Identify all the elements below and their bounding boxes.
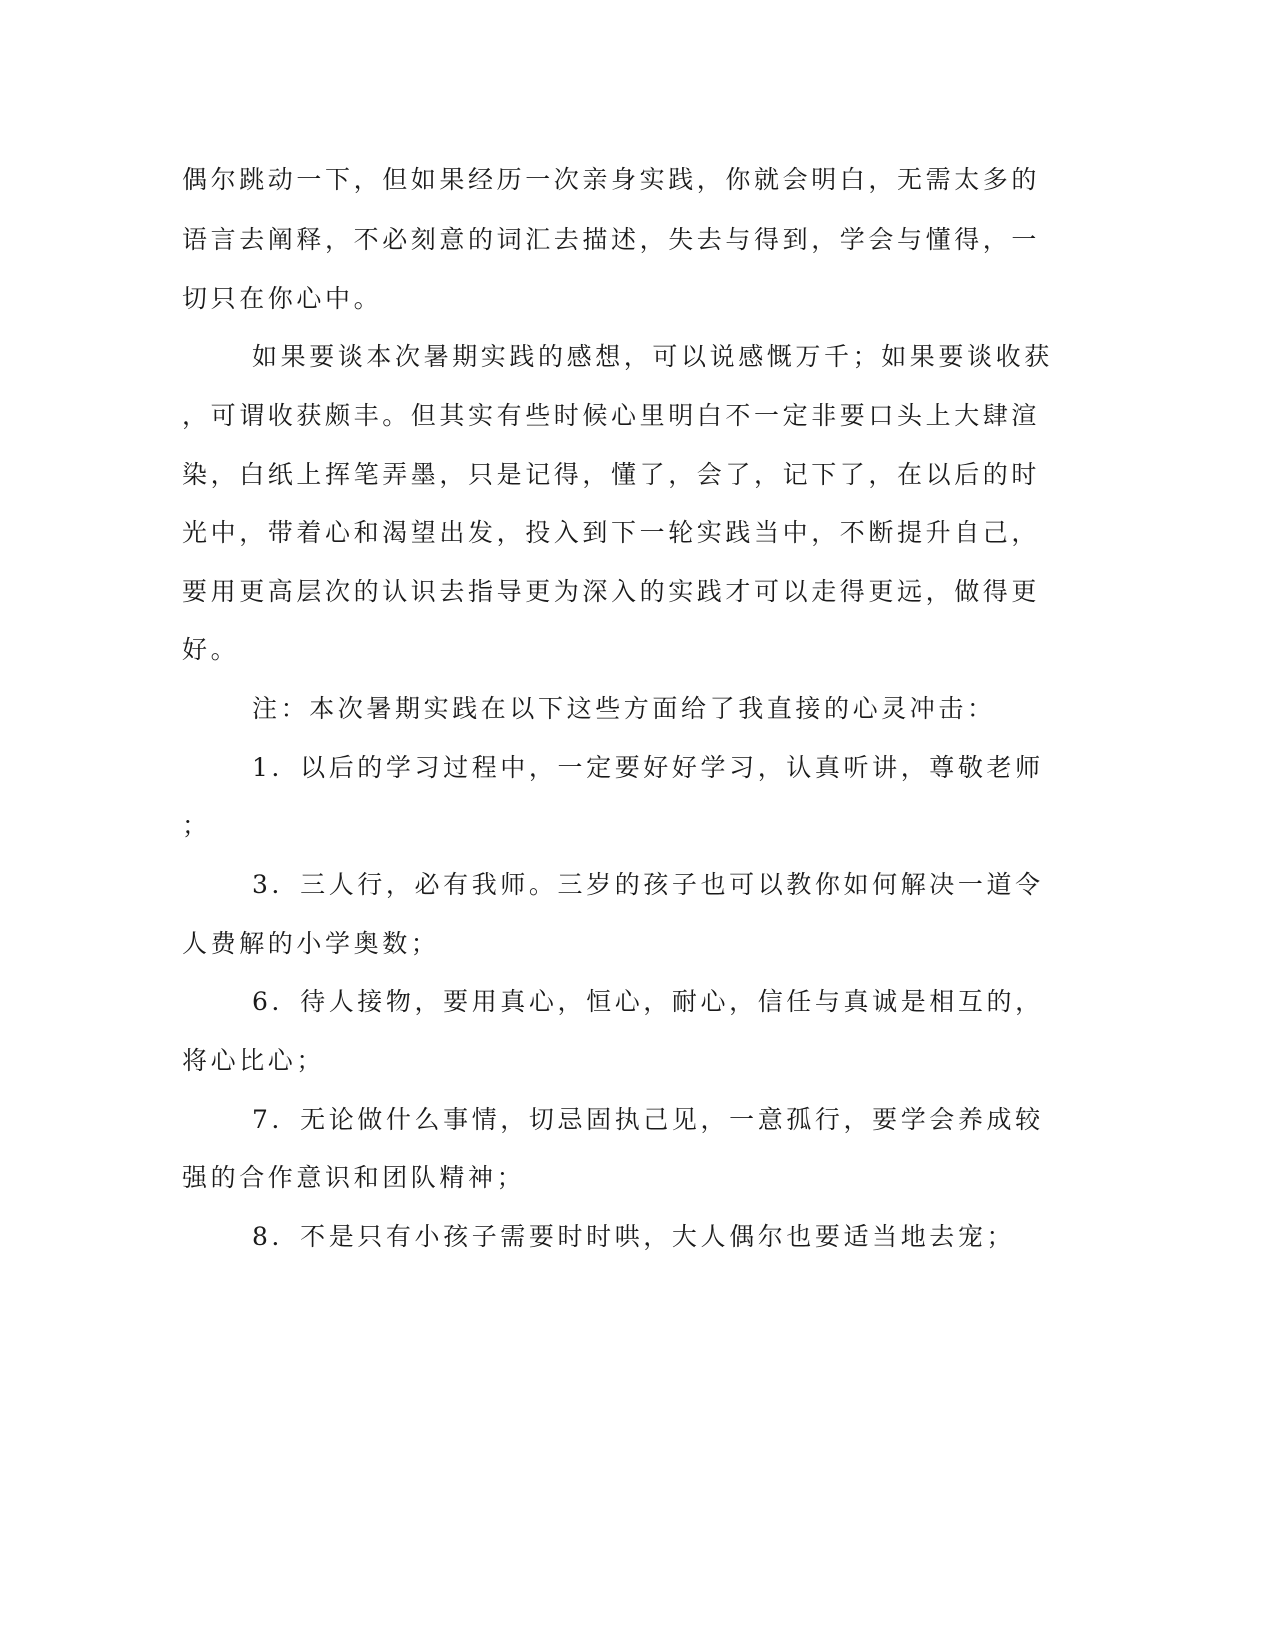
- text-line-3: 切只在你心中。: [182, 284, 383, 313]
- text-line-8: 要用更高层次的认识去指导更为深入的实践才可以走得更远，做得更: [182, 577, 1041, 606]
- text-line-4: 如果要谈本次暑期实践的感想，可以说感慨万千；如果要谈收获: [252, 342, 1053, 371]
- text-line-10: 注：本次暑期实践在以下这些方面给了我直接的心灵冲击：: [252, 694, 996, 723]
- text-line-2: 语言去阐释，不必刻意的词汇去描述，失去与得到，学会与懂得，一: [182, 225, 1041, 254]
- text-line-9: 好。: [182, 635, 240, 664]
- text-line-15: 6．待人接物，要用真心，恒心，耐心，信任与真诚是相互的，: [252, 987, 1044, 1016]
- text-line-16: 将心比心；: [182, 1046, 326, 1075]
- text-line-19: 8．不是只有小孩子需要时时哄，大人偶尔也要适当地去宠；: [252, 1222, 1016, 1251]
- text-line-12: ；: [182, 811, 211, 840]
- text-line-14: 人费解的小学奥数；: [182, 929, 440, 958]
- text-line-5: ，可谓收获颇丰。但其实有些时候心里明白不一定非要口头上大肆渲: [182, 401, 1041, 430]
- text-line-17: 7．无论做什么事情，切忌固执己见，一意孤行，要学会养成较: [252, 1105, 1044, 1134]
- text-line-6: 染，白纸上挥笔弄墨，只是记得，懂了，会了，记下了，在以后的时: [182, 460, 1041, 489]
- text-line-13: 3．三人行，必有我师。三岁的孩子也可以教你如何解决一道令: [252, 870, 1044, 899]
- text-line-11: 1．以后的学习过程中，一定要好好学习，认真听讲，尊敬老师: [252, 753, 1044, 782]
- text-line-1: 偶尔跳动一下，但如果经历一次亲身实践，你就会明白，无需太多的: [182, 165, 1041, 194]
- text-line-18: 强的合作意识和团队精神；: [182, 1163, 526, 1192]
- text-line-7: 光中，带着心和渴望出发，投入到下一轮实践当中，不断提升自己，: [182, 518, 1041, 547]
